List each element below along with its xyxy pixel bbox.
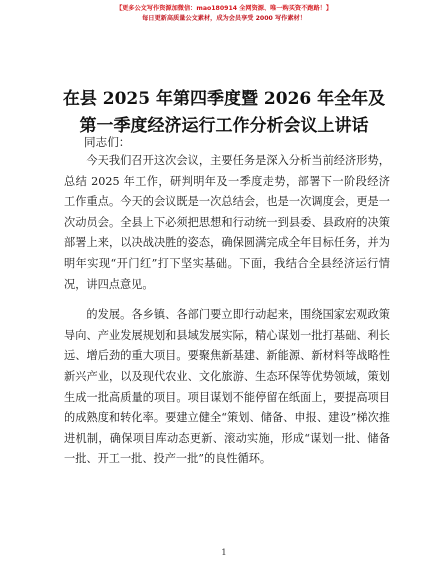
greeting: 同志们： bbox=[84, 135, 131, 149]
page-number: 1 bbox=[221, 548, 227, 558]
promo-banner-line-2: 每日更新高质量公文素材，成为会员享受 2000 写作素材！ bbox=[142, 15, 306, 22]
paragraph: 的发展。各乡镇、各部门要立即行动起来，围绕国家宏观政策导向、产业发展规划和县域发展实际，精心谋划一批打基础、利长远、增后劲的重大项目。要聚焦新基建、新能源、新材料等战略性新兴产业，以及现代农业、文化旅游、生态环保等优势领域，策划生成一批高质量的项目。项目谋划不能停留在纸面上，要提高项目的成熟度和转化率。要建立健全“策划、储备、申报、建设”梯次推进机制，确保项目库动态更新、滚动实施，形成“谋划一批、储备一批、开工一批、投产一批”的良性循环。 bbox=[64, 308, 390, 466]
paragraph: 今天我们召开这次会议，主要任务是深入分析当前经济形势，总结 2025 年工作，研判明年及一季度走势，部署下一阶段经济工作重点。今天的会议既是一次总结会，也是一次调度会，更是一次动员会。全县上下必须把思想和行动统一到县委、县政府的决策部署上来，以决战决胜的姿态，确保圆满完成全年目标任务，并为明年实现“开门红”打下坚实基础。下面，我结合全县经济运行情况，讲四点意见。 bbox=[64, 154, 390, 291]
promo-banner-line-1: 【更多公文写作资源加微信：mao180914 全网资源、唯一购买资不跑路！】 bbox=[115, 5, 333, 12]
document-body bbox=[64, 151, 390, 470]
document-title: 在县 2025 年第四季度暨 2026 年全年及第一季度经济运行工作分析会议上讲话 bbox=[62, 89, 386, 136]
promo-banner bbox=[0, 4, 448, 24]
